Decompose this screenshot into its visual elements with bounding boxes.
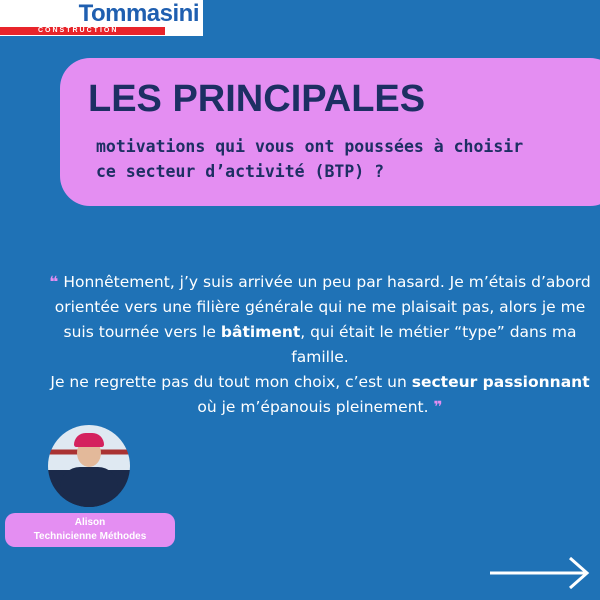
quote-bold: secteur passionnant — [411, 373, 590, 391]
quote-text: , qui était le métier “type” dans ma famille. — [291, 323, 577, 366]
avatar-body — [60, 467, 118, 507]
avatar — [48, 425, 130, 507]
open-quote-icon: ❝ — [49, 273, 59, 291]
next-arrow-icon[interactable] — [488, 556, 592, 590]
quote-text: où je m’épanouis pleinement. — [197, 398, 429, 416]
quote-text: Je ne regrette pas du tout mon choix, c’est un — [50, 373, 412, 391]
logo-subtitle: CONSTRUCTION — [38, 27, 119, 34]
company-logo — [0, 0, 203, 36]
logo-name: Tommasini — [78, 0, 199, 27]
page-subtitle — [96, 134, 523, 184]
person-role: Technicienne Méthodes — [33, 531, 147, 542]
quote-bold: bâtiment — [220, 323, 301, 341]
person-name: Alison — [74, 517, 106, 528]
avatar-helmet — [74, 433, 104, 447]
close-quote-icon: ❞ — [433, 398, 443, 416]
subtitle-line: motivations qui vous ont poussées à choisir — [96, 137, 524, 156]
testimonial-quote — [40, 270, 600, 420]
page-title: LES PRINCIPALES — [88, 78, 426, 120]
subtitle-line: ce secteur d’activité (BTP) ? — [96, 162, 385, 181]
person-tag — [5, 513, 175, 547]
quote-text: Honnêtement, j’y suis arrivée un peu par hasard. Je m’étais d’abord orientée vers une filière générale qui ne me plaisait pas, alors je me suis tournée vers le — [54, 273, 591, 341]
